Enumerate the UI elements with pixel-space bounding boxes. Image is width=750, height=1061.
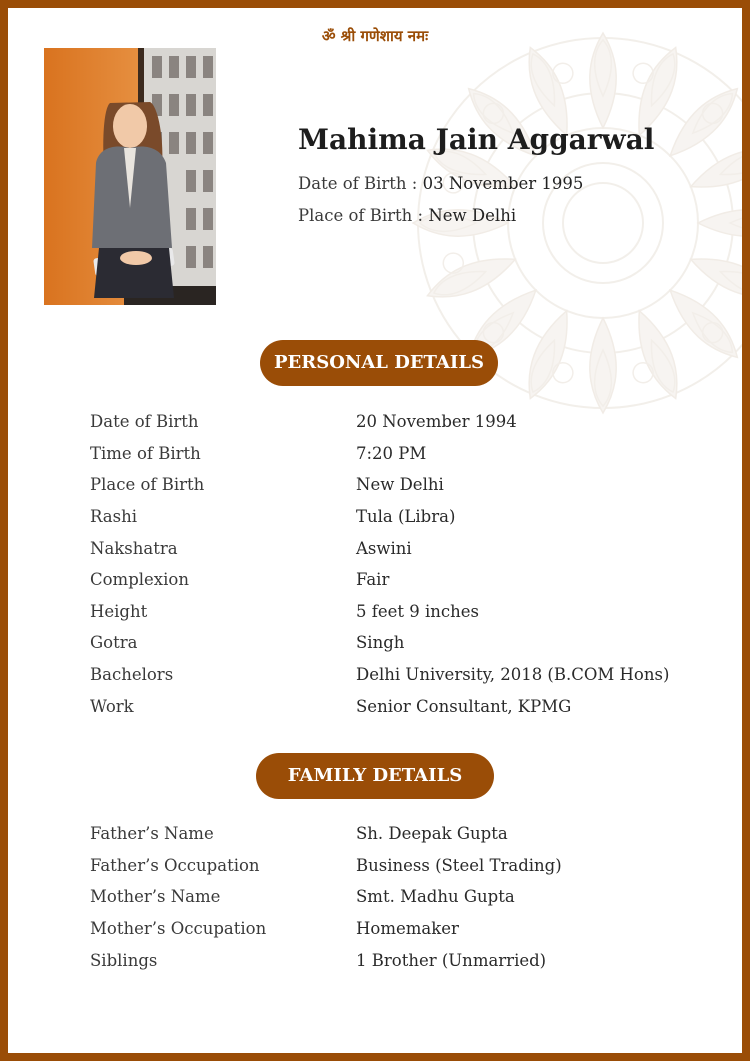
personal-detail-label: Bachelors xyxy=(90,665,174,685)
personal-detail-value: 5 feet 9 inches xyxy=(356,601,480,621)
personal-detail-label: Complexion xyxy=(90,570,189,590)
family-detail-label: Siblings xyxy=(90,950,158,970)
personal-detail-value: 7:20 PM xyxy=(356,443,427,463)
family-detail-label: Father’s Occupation xyxy=(90,855,260,875)
personal-detail-label: Rashi xyxy=(90,507,138,527)
personal-detail-label: Place of Birth xyxy=(90,475,205,495)
personal-detail-value: New Delhi xyxy=(356,475,444,495)
personal-detail-row xyxy=(90,690,702,722)
personal-detail-label: Height xyxy=(90,601,148,621)
personal-detail-label: Nakshatra xyxy=(90,538,178,558)
family-detail-row xyxy=(90,881,702,913)
family-detail-label: Father’s Name xyxy=(90,824,214,844)
personal-detail-row xyxy=(90,501,702,533)
personal-detail-value: Fair xyxy=(356,570,390,590)
personal-detail-row xyxy=(90,564,702,596)
family-detail-value: Business (Steel Trading) xyxy=(356,855,562,875)
personal-detail-value: Aswini xyxy=(356,538,412,558)
mandala-decoration xyxy=(368,0,750,458)
family-detail-row xyxy=(90,818,702,850)
profile-photo xyxy=(44,48,216,305)
personal-detail-row xyxy=(90,596,702,628)
personal-details-heading: PERSONAL DETAILS xyxy=(260,340,498,386)
personal-detail-value: 20 November 1994 xyxy=(356,412,517,432)
personal-detail-row xyxy=(90,659,702,691)
personal-detail-value: Senior Consultant, KPMG xyxy=(356,696,572,716)
family-details-heading: FAMILY DETAILS xyxy=(256,753,494,799)
personal-detail-row xyxy=(90,469,702,501)
personal-detail-row xyxy=(90,406,702,438)
profile-dob xyxy=(298,174,583,193)
personal-detail-row xyxy=(90,532,702,564)
personal-detail-label: Time of Birth xyxy=(90,443,201,463)
personal-detail-value: Tula (Libra) xyxy=(356,507,456,527)
family-detail-value: 1 Brother (Unmarried) xyxy=(356,950,547,970)
family-detail-value: Sh. Deepak Gupta xyxy=(356,824,508,844)
personal-detail-value: Delhi University, 2018 (B.COM Hons) xyxy=(356,665,670,685)
family-detail-row xyxy=(90,850,702,882)
personal-details-list xyxy=(90,406,702,722)
personal-detail-value: Singh xyxy=(356,633,405,653)
family-detail-value: Smt. Madhu Gupta xyxy=(356,887,515,907)
profile-pob-label: Place of Birth : xyxy=(298,206,424,225)
family-detail-value: Homemaker xyxy=(356,919,459,939)
personal-detail-label: Gotra xyxy=(90,633,138,653)
profile-dob-value: 03 November 1995 xyxy=(422,174,584,193)
family-details-list xyxy=(90,818,702,976)
profile-pob-value: New Delhi xyxy=(428,206,517,225)
family-detail-row xyxy=(90,944,702,976)
profile-name: Mahima Jain Aggarwal xyxy=(298,123,655,156)
profile-pob xyxy=(298,206,516,225)
family-detail-label: Mother’s Name xyxy=(90,887,221,907)
invocation-text: ॐ श्री गणेशाय नमः xyxy=(321,27,429,45)
family-detail-row xyxy=(90,913,702,945)
personal-detail-row xyxy=(90,627,702,659)
personal-detail-label: Work xyxy=(90,696,134,716)
personal-detail-row xyxy=(90,438,702,470)
family-detail-label: Mother’s Occupation xyxy=(90,919,267,939)
personal-detail-label: Date of Birth xyxy=(90,412,199,432)
profile-dob-label: Date of Birth : xyxy=(298,174,418,193)
